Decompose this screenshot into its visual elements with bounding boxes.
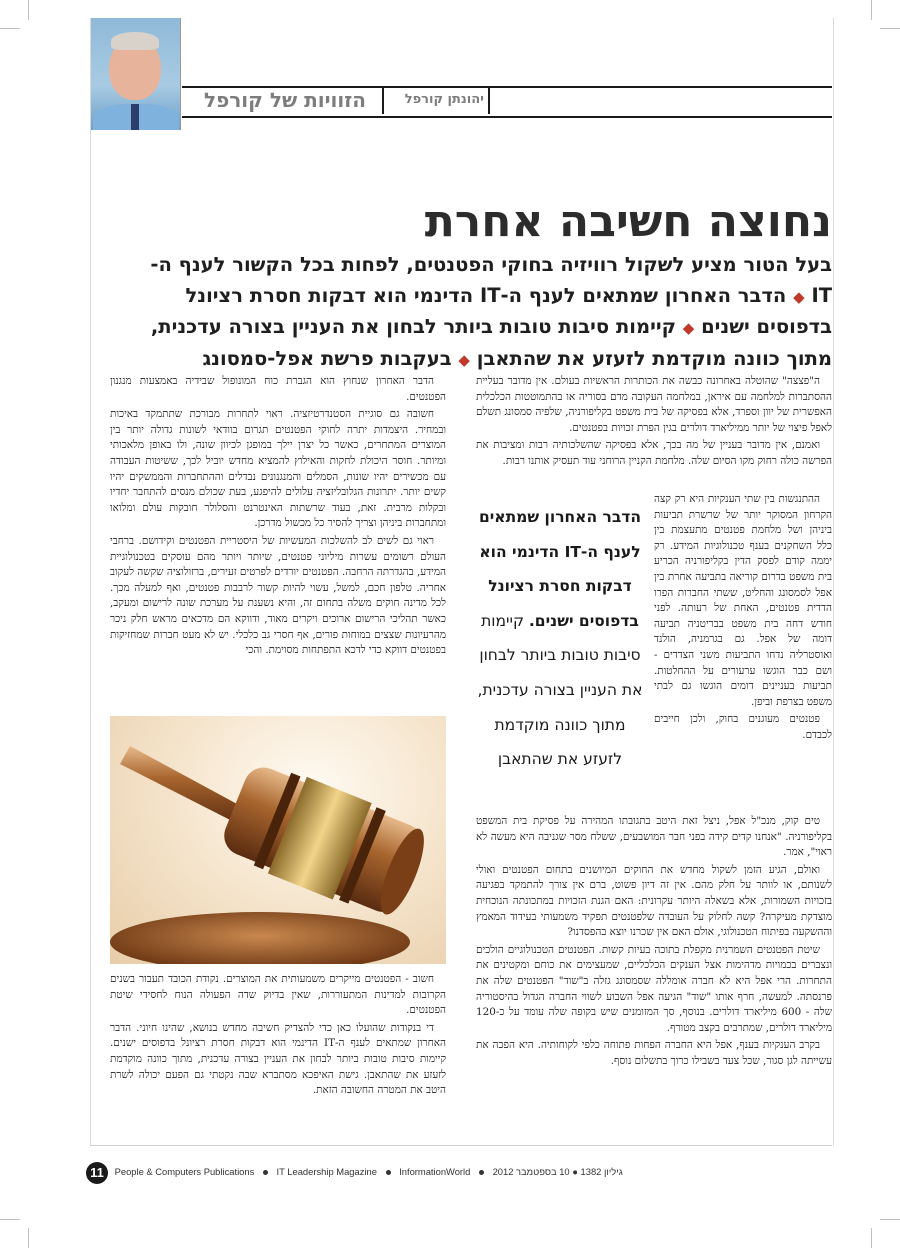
subtitle-part-1: בעל הטור מציע לשקול רוויזיה בחוקי הפטנטים, לפחות בכל הקשור לענף ה-IT <box>150 253 832 307</box>
column-name: הזוויות של קורפל <box>204 88 366 112</box>
page-footer <box>86 1160 646 1184</box>
paragraph: הדבר האחרון שנחוץ הוא הגברת כוח המונופול שבידיה באמצעות מנגנון הפטנטים. <box>110 375 446 403</box>
subtitle-part-2: הדבר האחרון שמתאים לענף ה-IT הדינמי הוא דבקות חסרת רציונל בדפוסים ישנים <box>185 283 832 338</box>
dot-separator-icon <box>263 1170 268 1175</box>
paragraph: ההתנגשות בין שתי הענקיות היא רק קצה הקרחון המסוקר יותר של שרשרת תביעות ביניהן ושל מלחמת פטנטים מתעצמת בין כלל השחקנים בענף טכנולוגיות המידע. רק יממה קודם לפסק הדין בקליפורניה הכריע בית משפט בדרום קוריאה בתביעה אחרת בין אפל לסמסונג והחליט, ששתי החברות הפרו הדדית פטנטים, האחת של רעותה. לפני חודש דחה בית משפט בבריטניה תביעה דומה של אפל. גם בגרמניה, הולנד ואוסטרליה נדחו התביעות משני הצדדים - ושם כבר הוגשו ערעורים על ההחלטות. תביעות בעניינים דומים הוגשו גם לבתי משפט בצרפת וביפן. <box>654 493 832 708</box>
pull-quote-lead: הדבר האחרון שמתאים לענף ה-IT הדינמי הוא דבקות חסרת רציונל בדפוסים ישנים. <box>478 508 642 630</box>
diamond-bullet-icon: ◆ <box>458 350 470 369</box>
article-title: נחוצה חשיבה אחרת <box>424 196 832 247</box>
dot-separator-icon <box>386 1170 391 1175</box>
crop-mark <box>28 1228 29 1248</box>
paragraph: חשובה גם סוגיית הסטנדרטיזציה. ראוי לתחרות מבורכת שתתמקד באיכות ובמחיר. היצמדות יתרה לחוקי הפטנטים תגרום בוודאי לשונות גדולה יותר בין המוצרים המתחרים, כאשר כל יצרן יילך במופגן לכיוון שונה, ולו באופן מלאכותי ומיותר. חוסר היכולת לחקות והאילוץ להמציא מחדש יוביל לכך, ששיטות העבודה עם מכשירים יהיו שונות, הסמלים והמנגנונים נבדלים וההתחברות והממשקים יהיו קשים יותר. יתרונות הגלובליזציה עלולים להיפגע, בעת שכולם מנסים להתחבר יחדיו ובקלות מרבית. זאת, בעוד שרשתות האינטרנט והסלולר חובקות עולם ומלואו ומתחברות ביניהן וצריך להסיר כל מכשול מדרכן. <box>110 408 446 530</box>
paragraph: ה"פצצה" שהוטלה באחרונה כבשה את הכותרות הראשיות בעולם. אין מדובר בעליית ההסתברות למלחמה עם איראן, במלחמה העקובה מדם בסוריה או בהתמוטטות הכלכלית האפשרית של יוון וספרד, אלא בפסיקה של בית משפט בקליפורניה, שלפיה סמסונג תשלם לאפל פיצוי של יותר ממיליארד דולרים בגין הפרת זכויות בפטנטים. <box>476 375 832 434</box>
paragraph: די בנקודות שהועלו כאן כדי להצדיק חשיבה מחדש בנושא, שהינו חיוני. הדבר האחרון שמתאים לענף ה-IT הדינמי הוא דבקות חסרת רציונל בדפוסים ישנים. קיימות סיבות טובות ביותר לבחון את העניין בצורה עדכנית, מתוך כוונה מוקדמת לזעזע את שהתאבן. גישת האיפכא מסתברא שבה נקטתי גם הפעם יכולה לשרת היטב את המטרה החשובה הזאת. <box>110 1021 446 1097</box>
paragraph: ואמנם, אין מדובר בעניין של מה בכך, אלא בפסיקה שהשלכותיה רבות ומציבות את הפרשה כולה רחוק מקו הסיום שלה. מלחמת הקניין הרוחני עוד תעסיק אותנו רבות. <box>476 439 832 467</box>
paragraph: ואולם, הגיע הזמן לשקול מחדש את החוקים המיושנים בתחום הפטנטים ואולי לשנותם, או לוותר על חלק מהם. אין זה דיון פשוט, ברם אין צורך להתמקד בפגיעה בזכויות השמורות, אלא בשאלה היותר עקרונית: האם הגנת הזכויות במתכונתה הנוכחית מוצדקת מעיקרה? קשה לחלוק על העובדה שלפטנטים תפקיד משמעותי בעידוד המאמץ וההשקעה בפיתוח הטכנולוגי, אולם האם אין שכרנו יוצא בהפסדנו? <box>476 863 832 939</box>
crop-mark <box>871 0 872 20</box>
paragraph: שיטת הפטנטים השמרנית מקפלת בתוכה בעיות קשות. הפטנטים הטכנולוגיים הולכים ונצברים בכמויות מדהימות אצל הענקים הכלכליים, שמעצימים את כוחם ומקטינים את התחרות. הרי אפל היא לא חברה אומללה שסמסונג גזלה ב"שוד" הפטנטים שלה את פרנסתה. למעשה, חרף אותו "שוד" הגיעה אפל השבוע לשווי החברה הגדול בהיסטוריה שלה - 600 מיליארד דולרים. בנוסף, סך המזומנים שיש בקופה שלה עומד על כ-120 מיליארד דולרים, שמתרבים בקצב מטורף. <box>476 943 832 1034</box>
body-column-left-bottom <box>110 972 446 1118</box>
author-photo <box>91 18 181 130</box>
paragraph: טים קוק, מנכ"ל אפל, ניצל זאת היטב בתגובתו המהירה על פסיקת בית המשפט בקליפורניה. "אנחנו קדים קידה בפני חבר המושבעים, ששלח מסר שגניבה היא מעשה לא ראוי", אמר. <box>476 815 832 859</box>
paragraph: ראוי גם לשים לב להשלכות המעשיות של היסטריית הפטנטים וקידושם. ברחבי העולם רשומים עשרות מיליוני פטנטים, שיותר ויותר מהם עוסקים בטכנולוגיית המידע, בהגדרתה הרחבה. הפטנטים יורדים לפרטים זעירים, ברזולוציה שקשה לעקוב אחריה. טלפון חכם, למשל, עשוי להיות קשור לרבבות פטנטים, ואף למעלה מכך. לכל מדינה חוקים משלה בתחום זה, והיא נשענת על מערכת שונה לרישום ומעקב, כאשר תהליכי הרישום ארוכים ויקרים מאוד, ודווקא הם מדכאים מראש חלק ניכר מהרעיונות שצצים במוחות פורים, אף חסרי גב כלכלי. יש לא מעט חברות שמחזיקות בפטנטים דווקא כדי לדכא התפתחות מסוימת. והכי <box>110 534 446 657</box>
body-column-right-top <box>476 374 832 492</box>
crop-mark <box>880 28 900 29</box>
body-column-right-bottom <box>476 814 832 1118</box>
footer-publisher: People & Computers Publications <box>114 1166 255 1177</box>
diamond-bullet-icon: ◆ <box>793 287 805 306</box>
diamond-bullet-icon: ◆ <box>682 319 695 337</box>
body-column-left-top <box>110 374 446 750</box>
gavel-illustration <box>110 716 446 964</box>
page-number: 11 <box>86 1162 108 1184</box>
dot-separator-icon <box>479 1170 484 1175</box>
paragraph: פטנטים מעוגנים בחוק, ולכן חייבים לכבדם. <box>654 713 832 741</box>
paragraph: בקרב הענקיות בענף, אפל היא החברה הפחות פתוחה כלפי לקוחותיה. היא הפכה את עשייתה לגן סגור, שכל צעד בשבילו כרוך בתשלום נוסף. <box>476 1039 832 1067</box>
body-column-right-narrow <box>654 492 832 814</box>
footer-rule <box>90 1145 832 1146</box>
footer-site: InformationWorld <box>399 1166 471 1177</box>
crop-mark <box>871 1228 872 1248</box>
subtitle-part-3: קיימות סיבות טובות ביותר לבחון את העניין בצורה עדכנית, מתוך כוונה מוקדמת לזעזע את שהתאבן <box>150 315 832 370</box>
crop-mark <box>0 1219 20 1220</box>
crop-mark <box>0 28 20 29</box>
pull-quote <box>476 500 644 812</box>
author-name: יהונתן קורפל <box>382 86 490 114</box>
paragraph: חשוב - הפטנטים מייקרים משמעותית את המוצרים. נקודת הכובד תעבור בשנים הקרובות למדינות המתעוררות, שאין בדיוק שדה הפעולה הנוח לחסידי שיטת הפטנטים. <box>110 973 446 1017</box>
pull-quote-rest: קיימות סיבות טובות ביותר לבחון את העניין בצורה עדכנית, מתוך כוונה מוקדמת לזעזע את שהתאבן <box>477 611 643 769</box>
gavel-image <box>110 716 446 964</box>
footer-issue: גיליון 1382 ● 10 בספטמבר 2012 <box>492 1166 623 1177</box>
footer-magazine: IT Leadership Magazine <box>276 1166 377 1177</box>
crop-mark <box>28 0 29 20</box>
article-subtitle <box>140 250 832 375</box>
subtitle-part-4: בעקבות פרשת אפל-סמסונג <box>202 346 452 370</box>
crop-mark <box>880 1219 900 1220</box>
